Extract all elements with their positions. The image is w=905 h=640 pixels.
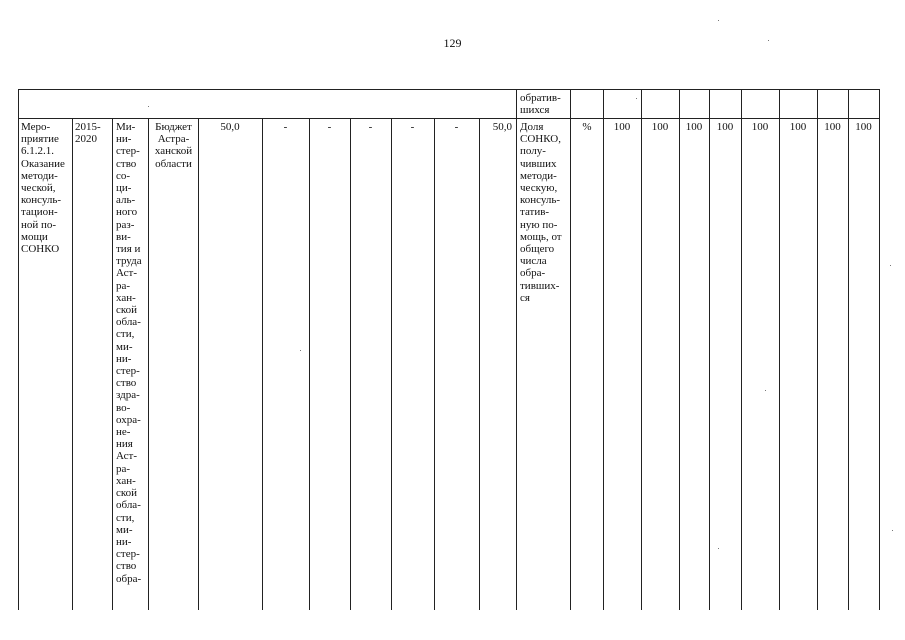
year-2-amount-cell: - xyxy=(327,121,332,133)
col-divider-v1-left xyxy=(603,89,604,610)
target-value-5-cell: 100 xyxy=(751,121,769,133)
year-1-amount-cell: - xyxy=(283,121,288,133)
scan-speck xyxy=(636,98,637,99)
year-6-amount-cell: 50,0 xyxy=(492,121,512,133)
executor-cell: Ми- ни- стер- ство со- ци- аль- ного раз- ви- тия и труда Аст- ра- хан- ской обла- сти, ми- ни- стер- ство здра- во- охра- не- ния Аст- ра- хан- ской обла- сти, ми- ни- стер- ство обра- xyxy=(116,121,142,585)
scan-speck xyxy=(718,548,719,549)
scan-speck xyxy=(300,350,301,351)
measure-cell: Меро- приятие 6.1.2.1. Оказание методи- ческой, консуль- тацион- ной по- мощи СОНКО xyxy=(21,121,65,256)
year-4-amount-cell: - xyxy=(410,121,415,133)
funding-source-cell: Бюджет Астра- ханской области xyxy=(154,121,193,170)
col-divider-total-left xyxy=(198,118,199,610)
col-divider-indicator-left xyxy=(516,89,517,610)
scan-speck xyxy=(718,20,719,21)
col-divider-unit-left xyxy=(570,89,571,610)
col-divider-v5-left xyxy=(741,89,742,610)
total-amount-cell: 50,0 xyxy=(220,121,240,133)
scan-speck xyxy=(890,265,891,266)
year-5-amount-cell: - xyxy=(454,121,459,133)
target-value-4-cell: 100 xyxy=(716,121,734,133)
target-value-2-cell: 100 xyxy=(651,121,669,133)
col-divider-v8-left xyxy=(848,89,849,610)
table-right-border xyxy=(879,89,880,610)
table-top-border xyxy=(18,89,880,90)
col-divider-y3-left xyxy=(350,118,351,610)
scan-speck xyxy=(148,106,149,107)
col-divider-v4-left xyxy=(709,89,710,610)
col-divider-period-left xyxy=(72,118,73,610)
indicator-cell: Доля СОНКО, полу- чивших методи- ческую, консуль- татив- ную по- мощь, от общего числа обра- тивших- ся xyxy=(520,121,562,304)
col-divider-executor-left xyxy=(112,118,113,610)
scan-speck xyxy=(765,390,766,391)
col-divider-y4-left xyxy=(391,118,392,610)
indicator-continued-text: обратив- шихся xyxy=(520,92,561,117)
target-value-3-cell: 100 xyxy=(685,121,703,133)
col-divider-y5-left xyxy=(434,118,435,610)
scan-speck xyxy=(892,530,893,531)
target-value-6-cell: 100 xyxy=(789,121,807,133)
col-divider-v3-left xyxy=(679,89,680,610)
page-number: 129 xyxy=(443,36,462,50)
col-divider-y2-left xyxy=(309,118,310,610)
target-value-1-cell: 100 xyxy=(613,121,631,133)
col-divider-y6-left xyxy=(479,118,480,610)
table-left-border xyxy=(18,89,19,610)
col-divider-v2-left xyxy=(641,89,642,610)
col-divider-v7-left xyxy=(817,89,818,610)
year-3-amount-cell: - xyxy=(368,121,373,133)
target-value-8-cell: 100 xyxy=(855,121,872,133)
target-value-7-cell: 100 xyxy=(824,121,841,133)
period-cell: 2015- 2020 xyxy=(75,121,101,146)
col-divider-v6-left xyxy=(779,89,780,610)
scan-speck xyxy=(768,40,769,41)
unit-cell: % xyxy=(582,121,592,133)
col-divider-y1-left xyxy=(262,118,263,610)
